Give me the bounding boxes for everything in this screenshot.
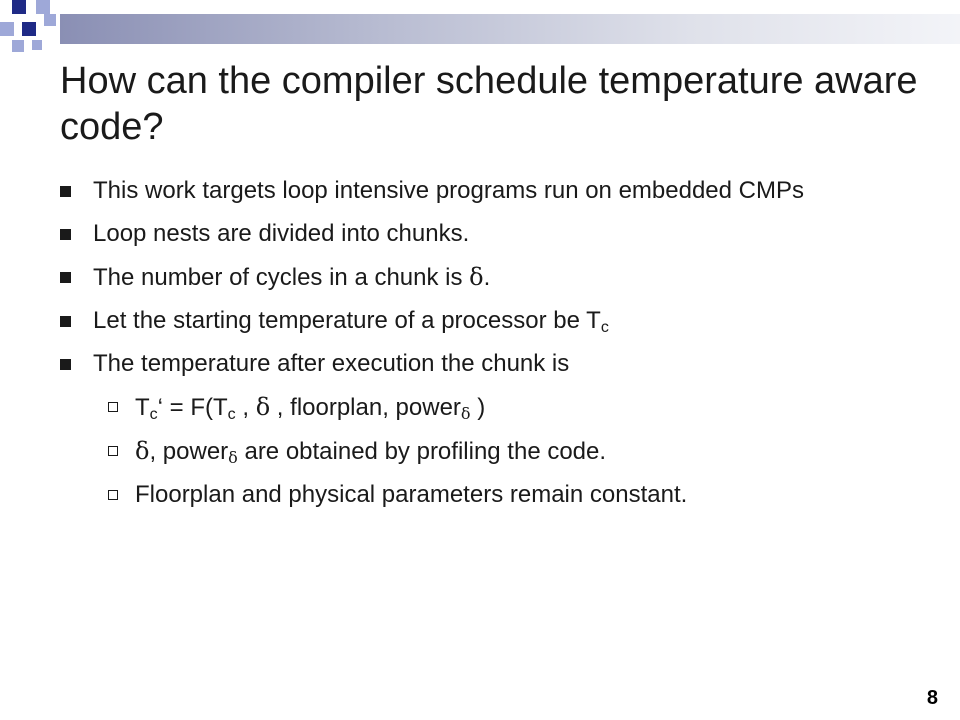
square-bullet-icon (60, 186, 71, 197)
square-bullet-icon (60, 359, 71, 370)
bullet-item (60, 349, 920, 379)
formula-t: T (135, 394, 150, 421)
bullet-text: Loop nests are divided into chunks. (93, 220, 470, 247)
sub-text-rest: are obtained by profiling the code. (237, 438, 607, 465)
square-bullet-icon (60, 316, 71, 327)
page-number: 8 (926, 687, 938, 709)
deco-square-4 (22, 22, 36, 36)
subscript-delta: δ (228, 448, 238, 467)
bullet-item (60, 176, 920, 206)
deco-square-5 (44, 14, 56, 26)
subscript-c: c (600, 319, 609, 336)
sub-bullet-item (82, 480, 920, 510)
delta-symbol: δ (255, 393, 271, 421)
deco-square-1 (12, 0, 26, 14)
bullet-text: This work targets loop intensive programs run on embedded CMPs (93, 177, 804, 204)
slide-title: How can the compiler schedule temperature aware code? (60, 60, 918, 148)
bullet-item (60, 262, 920, 293)
deco-square-3 (0, 22, 14, 36)
hollow-square-bullet-icon (108, 446, 118, 456)
bullet-text: The temperature after execution the chunk is (93, 350, 570, 377)
delta-symbol: δ (469, 263, 484, 291)
sub-bullet-item (82, 436, 920, 467)
square-bullet-icon (60, 229, 71, 240)
title-gradient-bar (60, 14, 960, 44)
formula-floorplan: , floorplan, power (270, 394, 461, 421)
formula-close: ) (470, 394, 486, 421)
slide-content (60, 176, 920, 523)
bullet-item (60, 219, 920, 249)
deco-square-6 (12, 40, 24, 52)
square-bullet-icon (60, 272, 71, 283)
hollow-square-bullet-icon (108, 402, 118, 412)
deco-square-2 (36, 0, 50, 14)
bullet-text: Let the starting temperature of a processor be T (93, 307, 601, 334)
subscript-c: c (227, 406, 236, 423)
subscript-c: c (149, 406, 158, 423)
bullet-text-end: . (483, 264, 491, 291)
bullet-item (60, 306, 920, 336)
sub-text-lead: , power (149, 438, 229, 465)
bullet-text: The number of cycles in a chunk is (93, 264, 470, 291)
formula-eq: ‘ = F(T (157, 394, 228, 421)
delta-symbol: δ (135, 437, 150, 465)
subscript-delta: δ (460, 404, 471, 423)
sub-bullet-item (82, 392, 920, 423)
sub-text: Floorplan and physical parameters remain constant. (135, 481, 688, 508)
hollow-square-bullet-icon (108, 490, 118, 500)
deco-square-7 (32, 40, 42, 50)
formula-comma: , (235, 394, 256, 421)
